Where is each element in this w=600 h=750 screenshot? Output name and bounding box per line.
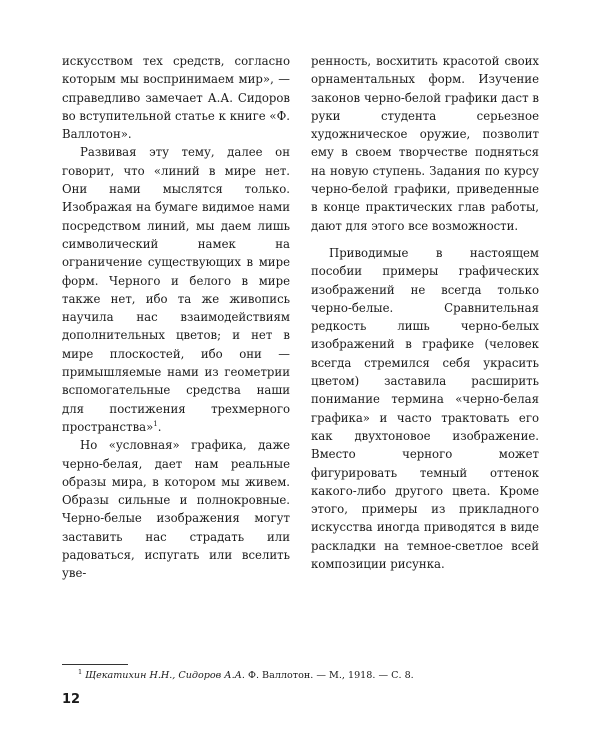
paragraph: Развивая эту тему, далее он говорит, что «линий в мире нет. Они нами мыслятся только. Изображая на бумаге видимое нами посредством линий, мы даем лишь символический намек на ограничение существующих в мире форм. Черного и белого в мире также нет, ибо та же живопись научила нас взаимодействиям дополнительных цветов; и нет в мире плоскостей, ибо они — примышляемые нами из геометрии вспомогательные средства наши для постижения трехмерного пространства»$^1$. [62, 145, 290, 434]
footnote [78, 669, 538, 683]
footnote-authors: Щекатихин Н.Н., Сидоров А.А. [85, 670, 245, 681]
footnote-divider [62, 664, 128, 665]
page-number: 12 [62, 692, 81, 707]
left-column [62, 52, 290, 583]
footnote-mark: 1 [78, 667, 83, 676]
paragraph: Приводимые в настоящем пособии примеры графических изображений не всегда только черно-белые. Сравнительная редкость лишь черно-белых изображений в графике (человек всегда стремился себя украсить цветом) заставила расширить понимание термина «черно-белая графика» и часто трактовать его как двухтоновое изображение. Вместо черного может фигурировать темный оттенок какого-либо другого цвета. Кроме этого, примеры из прикладного искусства иногда приводятся в виде раскладки на темное-светлое всей композиции рисунка. [311, 245, 539, 572]
paragraph: Но «условная» графика, даже черно-белая, дает нам реальные образы мира, в котором мы живем. Образы сильные и полнокровные. Черно-белые изображения могут заставить нас страдать или радоваться, испугать или вселить уве- [62, 438, 290, 581]
paragraph: ренность, восхитить красотой своих орнаментальных форм. Изучение законов черно-белой графики даст в руки студента серьезное художническое оружие, позволит ему в своем творчестве подняться на новую ступень. Задания по курсу черно-белой графики, приведенные в конце практических глав работы, дают для этого все возможности. [311, 54, 539, 233]
footnote-text: Ф. Валлотон. — М., 1918. — С. 8. [244, 670, 414, 681]
paragraph-text: Развивая эту тему, далее он говорит, что «линий в мире нет. Они нами мыслятся только. Изображая на бумаге видимое нами посредством линий, мы даем лишь символический намек на ограничение существующих в мире форм. Черного и белого в мире также нет, ибо та же живопись научила нас взаимодействиям дополнительных цветов; и нет в мире плоскостей, ибо они — примышляемые нами из геометрии вспомогательные средства наши для постижения трехмерного пространства» [62, 145, 290, 434]
right-column [311, 52, 539, 573]
footnote-reference[interactable]: 1 [153, 420, 158, 429]
paragraph: искусством тех средств, согласно которым мы воспринимаем мир», — справедливо замечает А.А. Сидоров во вступительной статье к книге «Ф. Валлотон». [62, 54, 290, 142]
